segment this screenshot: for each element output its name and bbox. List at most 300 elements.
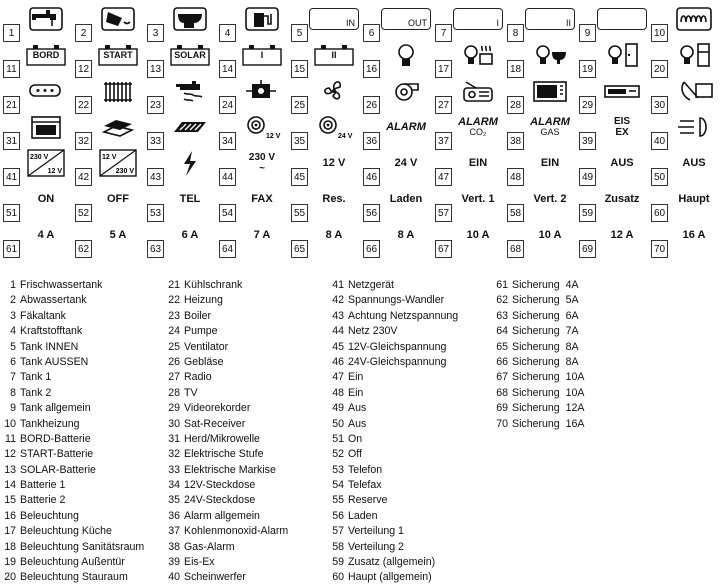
symbol-label: 24 V xyxy=(394,156,418,169)
symbol xyxy=(309,109,359,145)
legend-item xyxy=(494,324,584,339)
battery-label: SOLAR xyxy=(174,50,206,60)
socket-voltage: 12 V xyxy=(266,133,281,140)
legend-text: Sicherung 12A xyxy=(512,402,585,415)
legend-text: Aus xyxy=(348,417,367,430)
legend-text: Ventilator xyxy=(184,340,229,353)
socket-icon xyxy=(314,112,354,142)
symbol xyxy=(165,181,215,217)
battery-icon xyxy=(314,44,354,66)
legend-item xyxy=(330,570,458,585)
legend-number: 3 xyxy=(10,309,16,322)
legend-item xyxy=(2,463,144,478)
legend-item xyxy=(330,324,458,339)
legend-item xyxy=(330,509,458,524)
fan-icon xyxy=(314,76,354,106)
legend-number: 9 xyxy=(10,402,16,415)
legend-number: 27 xyxy=(168,371,180,384)
legend-number: 64 xyxy=(496,325,508,338)
symbol-cell xyxy=(504,109,576,145)
symbol-number: 67 xyxy=(435,240,452,258)
symbol-cell xyxy=(288,145,360,181)
symbol xyxy=(93,181,143,217)
symbol-number: 56 xyxy=(363,204,380,222)
symbol xyxy=(381,37,431,73)
symbol xyxy=(237,181,287,217)
symbol-cell xyxy=(432,37,504,73)
symbol xyxy=(381,109,431,145)
legend-number: 13 xyxy=(4,463,16,476)
legend-item xyxy=(166,386,288,401)
legend-text: Eis-Ex xyxy=(184,556,215,569)
symbol-number: 59 xyxy=(579,204,596,222)
blower-icon xyxy=(386,76,426,106)
symbol-cell xyxy=(432,145,504,181)
symbol-number: 6 xyxy=(363,24,380,42)
symbol-label: EIN xyxy=(540,156,560,169)
symbol xyxy=(237,1,287,37)
legend-text: Sicherung 4A xyxy=(512,279,579,291)
battery-icon xyxy=(170,44,210,66)
symbol xyxy=(165,1,215,37)
legend-text: Tank 2 xyxy=(20,386,52,399)
symbol-number: 42 xyxy=(75,168,92,186)
symbol-number: 51 xyxy=(3,204,20,222)
symbol-grid xyxy=(0,0,720,258)
symbol xyxy=(237,145,287,181)
legend-column xyxy=(494,278,584,432)
legend-number: 23 xyxy=(168,309,180,322)
battery-icon xyxy=(242,44,282,66)
symbol-cell xyxy=(648,217,720,253)
legend-number: 11 xyxy=(5,432,16,445)
legend-item xyxy=(330,293,458,308)
legend-text: Sicherung 6A xyxy=(512,309,579,322)
legend-number: 25 xyxy=(168,340,180,353)
legend-item xyxy=(166,540,288,555)
legend-number: 35 xyxy=(168,494,180,507)
legend-item xyxy=(2,370,144,385)
symbol-label: Laden xyxy=(389,192,423,205)
symbol-cell xyxy=(432,217,504,253)
legend-text: Sat-Receiver xyxy=(184,417,246,430)
legend-text: TV xyxy=(184,386,198,399)
symbol xyxy=(381,73,431,109)
legend-number: 50 xyxy=(332,417,344,430)
legend-item xyxy=(166,463,288,478)
legend-item xyxy=(2,324,144,339)
legend-item xyxy=(166,309,288,324)
legend-item xyxy=(330,463,458,478)
symbol-number: 20 xyxy=(651,60,668,78)
symbol-number: 66 xyxy=(363,240,380,258)
legend-number: 15 xyxy=(4,494,16,507)
symbol-label: AUS xyxy=(610,156,634,169)
legend-text: On xyxy=(348,432,363,445)
symbol-cell xyxy=(360,145,432,181)
legend-number: 56 xyxy=(332,509,344,522)
legend-text: Alarm allgemein xyxy=(184,509,260,522)
legend-number: 54 xyxy=(332,479,344,492)
legend-number: 43 xyxy=(332,309,344,322)
symbol-cell xyxy=(648,1,720,37)
legend-number: 61 xyxy=(496,279,508,291)
legend-text: 12V-Steckdose xyxy=(184,479,256,492)
legend-item xyxy=(2,293,144,308)
legend-text: Tank AUSSEN xyxy=(20,355,89,368)
symbol-number: 17 xyxy=(435,60,452,78)
symbol-cell xyxy=(432,1,504,37)
symbol xyxy=(93,145,143,181)
legend-item xyxy=(330,540,458,555)
legend-item xyxy=(330,417,458,432)
symbol-number: 16 xyxy=(363,60,380,78)
socket-voltage: 24 V xyxy=(338,133,353,140)
legend-item xyxy=(2,493,144,508)
symbol-number: 8 xyxy=(507,24,524,42)
symbol-number: 30 xyxy=(651,96,668,114)
symbol xyxy=(669,1,719,37)
symbol xyxy=(597,1,647,37)
radio-icon xyxy=(458,76,498,106)
legend-number: 31 xyxy=(168,432,180,445)
symbol-number: 55 xyxy=(291,204,308,222)
legend-item xyxy=(2,309,144,324)
symbol-cell xyxy=(648,181,720,217)
legend-item xyxy=(166,370,288,385)
symbol-number: 22 xyxy=(75,96,92,114)
legend-number: 40 xyxy=(168,571,180,584)
symbol-cell xyxy=(144,181,216,217)
legend-item xyxy=(494,309,584,324)
symbol-number: 5 xyxy=(291,24,308,42)
voltage-label: 12 V xyxy=(47,168,62,175)
legend-number: 7 xyxy=(10,371,16,384)
battery-label: I xyxy=(260,50,264,60)
legend-item xyxy=(166,293,288,308)
legend-number: 20 xyxy=(4,571,16,584)
tank-box xyxy=(381,8,431,30)
legend-text: Kühlschrank xyxy=(184,279,243,291)
legend-number: 52 xyxy=(332,448,344,461)
symbol xyxy=(669,145,719,181)
symbol xyxy=(453,37,503,73)
symbol-cell xyxy=(288,181,360,217)
symbol-number: 50 xyxy=(651,168,668,186)
symbol xyxy=(453,145,503,181)
symbol xyxy=(525,217,575,253)
symbol xyxy=(597,109,647,145)
symbol-label: Vert. 1 xyxy=(461,192,495,205)
symbol xyxy=(21,217,71,253)
symbol-label: 10 A xyxy=(466,228,490,241)
symbol-cell xyxy=(72,1,144,37)
symbol-cell xyxy=(144,37,216,73)
legend-text: Beleuchtung Küche xyxy=(20,525,112,538)
symbol-number: 11 xyxy=(3,60,20,78)
symbol xyxy=(669,37,719,73)
symbol xyxy=(21,181,71,217)
symbol xyxy=(93,109,143,145)
symbol-number: 65 xyxy=(291,240,308,258)
symbol-number: 1 xyxy=(3,24,20,42)
symbol xyxy=(93,1,143,37)
symbol-cell xyxy=(216,73,288,109)
symbol-number: 61 xyxy=(3,240,20,258)
legend-text: Fäkaltank xyxy=(20,309,66,322)
oven-icon xyxy=(26,112,66,142)
tank-box xyxy=(453,8,503,30)
legend-text: Kraftstofftank xyxy=(20,325,83,338)
symbol-cell xyxy=(0,109,72,145)
legend-text: Achtung Netzspannung xyxy=(348,309,459,322)
symbol-number: 58 xyxy=(507,204,524,222)
symbol xyxy=(21,37,71,73)
symbol-number: 52 xyxy=(75,204,92,222)
symbol-cell xyxy=(216,109,288,145)
symbol xyxy=(237,73,287,109)
symbol-number: 41 xyxy=(3,168,20,186)
legend-number: 68 xyxy=(496,386,508,399)
legend-column xyxy=(2,278,144,586)
symbol-number: 57 xyxy=(435,204,452,222)
legend-number: 69 xyxy=(496,402,508,415)
symbol-cell xyxy=(432,73,504,109)
symbol xyxy=(21,73,71,109)
symbol-cell xyxy=(0,217,72,253)
legend-number: 36 xyxy=(168,509,180,522)
legend-text: 24V-Steckdose xyxy=(184,494,256,507)
symbol-number: 18 xyxy=(507,60,524,78)
kitchen-light-icon xyxy=(458,40,498,70)
symbol-cell xyxy=(144,145,216,181)
legend-item xyxy=(494,401,584,416)
symbol-number: 54 xyxy=(219,204,236,222)
symbol xyxy=(93,73,143,109)
voltage-label: 230 V xyxy=(30,154,49,161)
legend-item xyxy=(2,355,144,370)
pump-icon xyxy=(242,76,282,106)
symbol-cell xyxy=(144,1,216,37)
symbol xyxy=(597,145,647,181)
legend-column xyxy=(166,278,288,586)
symbol-number: 39 xyxy=(579,132,596,150)
legend-text: 24V-Gleichspannung xyxy=(348,355,447,368)
legend-number: 41 xyxy=(332,279,344,291)
voltage-label: 12 V xyxy=(102,154,117,161)
legend-number: 48 xyxy=(332,386,344,399)
symbol xyxy=(309,145,359,181)
legend-item xyxy=(330,401,458,416)
legend-number: 47 xyxy=(332,371,344,384)
symbol xyxy=(453,109,503,145)
symbol-number: 2 xyxy=(75,24,92,42)
door-light-icon xyxy=(602,40,642,70)
legend-number: 6 xyxy=(10,355,16,368)
symbol-cell xyxy=(0,1,72,37)
legend-item xyxy=(2,478,144,493)
symbol-cell xyxy=(0,145,72,181)
legend-number: 39 xyxy=(168,556,180,569)
symbol xyxy=(93,217,143,253)
legend-number: 59 xyxy=(332,556,344,569)
symbol-number: 69 xyxy=(579,240,596,258)
battery-label: II xyxy=(331,50,337,60)
legend-item xyxy=(2,447,144,462)
symbol-label: Haupt xyxy=(678,192,710,205)
legend-item xyxy=(330,278,458,293)
legend-text: BORD-Batterie xyxy=(20,432,91,445)
step-icon xyxy=(98,112,138,142)
symbol-cell xyxy=(216,217,288,253)
symbol-cell xyxy=(648,37,720,73)
symbol-number: 46 xyxy=(363,168,380,186)
legend-number: 26 xyxy=(168,355,180,368)
symbol-cell xyxy=(72,109,144,145)
legend-number: 60 xyxy=(332,571,344,584)
symbol-label: EIS EX xyxy=(613,116,631,138)
legend-number: 18 xyxy=(4,540,16,553)
symbol-cell xyxy=(360,73,432,109)
symbol-number: 40 xyxy=(651,132,668,150)
symbol-cell xyxy=(288,109,360,145)
symbol xyxy=(237,217,287,253)
symbol-cell xyxy=(360,181,432,217)
symbol xyxy=(309,217,359,253)
legend-number: 45 xyxy=(332,340,344,353)
symbol-cell xyxy=(648,109,720,145)
legend-text: Gas-Alarm xyxy=(184,540,235,553)
symbol xyxy=(165,73,215,109)
symbol xyxy=(525,1,575,37)
symbol-cell xyxy=(360,37,432,73)
legend-number: 42 xyxy=(332,294,344,307)
legend-item xyxy=(166,324,288,339)
legend-number: 29 xyxy=(168,402,180,415)
symbol-cell xyxy=(216,37,288,73)
symbol-number: 34 xyxy=(219,132,236,150)
legend-text: Zusatz (allgemein) xyxy=(348,556,436,569)
symbol-number: 36 xyxy=(363,132,380,150)
symbol-label: ON xyxy=(37,192,55,205)
symbol-label: FAX xyxy=(251,192,273,205)
satellite-dish-icon xyxy=(674,76,714,106)
symbol xyxy=(381,181,431,217)
symbol-number: 26 xyxy=(363,96,380,114)
legend-item xyxy=(166,447,288,462)
symbol-cell xyxy=(72,73,144,109)
symbol xyxy=(309,37,359,73)
symbol xyxy=(309,73,359,109)
legend-number: 53 xyxy=(332,463,344,476)
legend-text: Netzgerät xyxy=(348,279,394,291)
legend-text: Spannungs-Wandler xyxy=(348,294,445,307)
symbol xyxy=(453,181,503,217)
symbol-cell xyxy=(288,1,360,37)
legend-item xyxy=(494,278,584,293)
legend-item xyxy=(166,509,288,524)
legend-number: 66 xyxy=(496,355,508,368)
legend-item xyxy=(330,524,458,539)
legend-item xyxy=(330,555,458,570)
symbol xyxy=(165,217,215,253)
symbol-number: 45 xyxy=(291,168,308,186)
symbol xyxy=(453,73,503,109)
symbol-number: 48 xyxy=(507,168,524,186)
symbol-number: 33 xyxy=(147,132,164,150)
legend-text: Boiler xyxy=(184,309,212,322)
symbol-number: 68 xyxy=(507,240,524,258)
symbol-label: 7 A xyxy=(253,228,271,241)
legend-text: Herd/Mikrowelle xyxy=(184,432,260,445)
battery-label: START xyxy=(103,50,133,60)
legend-item xyxy=(330,309,458,324)
symbol-label: 6 A xyxy=(181,228,199,241)
legend-text: Frischwassertank xyxy=(20,279,103,291)
symbol-cell xyxy=(72,181,144,217)
symbol-cell xyxy=(72,217,144,253)
symbol-number: 44 xyxy=(219,168,236,186)
legend-text: Sicherung 10A xyxy=(512,386,585,399)
symbol-number: 21 xyxy=(3,96,20,114)
symbol-cell xyxy=(504,73,576,109)
symbol xyxy=(237,37,287,73)
symbol-number: 28 xyxy=(507,96,524,114)
symbol-cell xyxy=(144,217,216,253)
symbol-cell xyxy=(0,73,72,109)
symbol xyxy=(21,145,71,181)
symbol-cell xyxy=(504,145,576,181)
legend-text: Beleuchtung Stauraum xyxy=(20,571,128,584)
legend-item xyxy=(166,278,288,293)
legend-item xyxy=(166,401,288,416)
symbol-number: 14 xyxy=(219,60,236,78)
symbol-number: 43 xyxy=(147,168,164,186)
legend-number: 24 xyxy=(168,325,180,338)
legend-item xyxy=(2,278,144,293)
symbol xyxy=(669,181,719,217)
legend-number: 38 xyxy=(168,540,180,553)
symbol xyxy=(525,181,575,217)
legend-number: 33 xyxy=(168,463,180,476)
legend-number: 4 xyxy=(10,325,16,338)
legend-item xyxy=(2,401,144,416)
symbol-cell xyxy=(72,145,144,181)
legend-text: Verteilung 1 xyxy=(348,525,404,538)
symbol xyxy=(453,1,503,37)
legend-text: Heizung xyxy=(184,294,223,307)
symbol-cell xyxy=(576,109,648,145)
waste-tank-icon xyxy=(98,4,138,34)
symbol-number: 13 xyxy=(147,60,164,78)
legend-text: Beleuchtung Sanitätsraum xyxy=(20,540,145,553)
legend-number: 30 xyxy=(168,417,180,430)
legend-item xyxy=(494,355,584,370)
legend-item xyxy=(166,355,288,370)
boiler-icon xyxy=(170,76,210,106)
symbol xyxy=(21,1,71,37)
radiator-icon xyxy=(98,76,138,106)
symbol-label: Res. xyxy=(322,192,346,205)
symbol-number: 4 xyxy=(219,24,236,42)
symbol xyxy=(21,109,71,145)
legend-number: 2 xyxy=(10,294,16,307)
symbol-number: 10 xyxy=(651,24,668,42)
legend-item xyxy=(330,386,458,401)
symbol-number: 9 xyxy=(579,24,596,42)
legend-item xyxy=(330,355,458,370)
legend-item xyxy=(2,386,144,401)
